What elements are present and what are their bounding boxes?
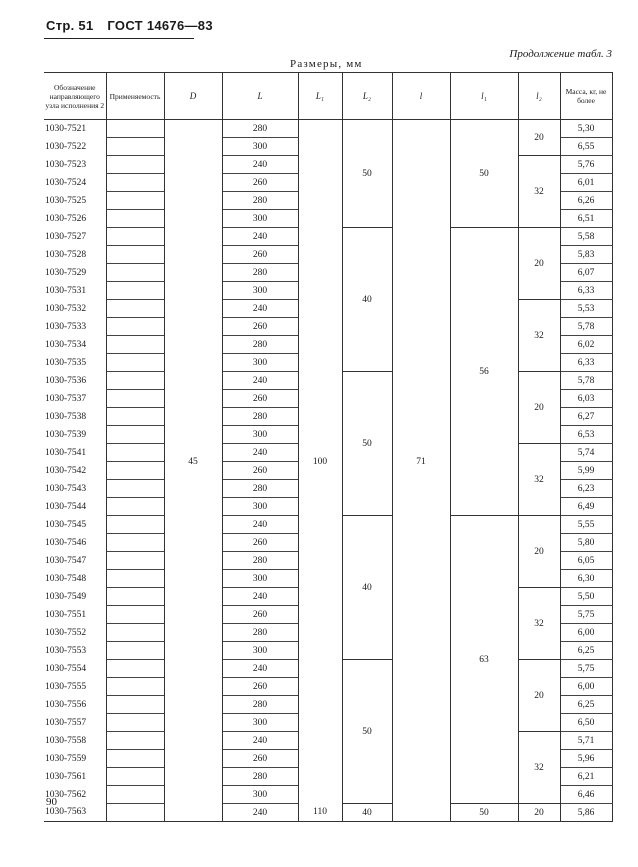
L-cell: 240 <box>222 228 298 246</box>
L-cell: 300 <box>222 426 298 444</box>
designation-cell: 1030-7544 <box>44 498 106 516</box>
mass-cell: 5,76 <box>560 156 612 174</box>
applicability-cell <box>106 462 164 480</box>
mass-cell: 6,25 <box>560 696 612 714</box>
mass-cell: 5,55 <box>560 516 612 534</box>
table-header-row <box>44 73 612 120</box>
L-cell: 280 <box>222 768 298 786</box>
applicability-cell <box>106 246 164 264</box>
L-cell: 240 <box>222 516 298 534</box>
mass-cell: 6,55 <box>560 138 612 156</box>
designation-cell: 1030-7545 <box>44 516 106 534</box>
designation-cell: 1030-7559 <box>44 750 106 768</box>
l2-cell: 32 <box>518 156 560 228</box>
applicability-cell <box>106 228 164 246</box>
mass-cell: 6,00 <box>560 624 612 642</box>
l2-cell: 20 <box>518 804 560 822</box>
l2-cell: 32 <box>518 732 560 804</box>
l1-cell: 63 <box>450 516 518 804</box>
designation-cell: 1030-7556 <box>44 696 106 714</box>
designation-cell: 1030-7535 <box>44 354 106 372</box>
mass-cell: 6,46 <box>560 786 612 804</box>
L-cell: 300 <box>222 354 298 372</box>
mass-cell: 5,75 <box>560 660 612 678</box>
dimensions-table <box>44 72 613 822</box>
L-cell: 300 <box>222 282 298 300</box>
applicability-cell <box>106 696 164 714</box>
mass-cell: 6,01 <box>560 174 612 192</box>
L1-cell: 110 <box>298 804 342 822</box>
mass-cell: 6,02 <box>560 336 612 354</box>
col-L1: L₁ <box>298 73 342 120</box>
L-cell: 240 <box>222 372 298 390</box>
D-cell <box>164 804 222 822</box>
designation-cell: 1030-7538 <box>44 408 106 426</box>
applicability-cell <box>106 174 164 192</box>
mass-cell: 6,07 <box>560 264 612 282</box>
L-cell: 260 <box>222 246 298 264</box>
mass-cell: 5,75 <box>560 606 612 624</box>
L-cell: 300 <box>222 210 298 228</box>
applicability-cell <box>106 516 164 534</box>
page-header <box>46 18 213 33</box>
designation-cell: 1030-7552 <box>44 624 106 642</box>
designation-cell: 1030-7533 <box>44 318 106 336</box>
col-L: L <box>222 73 298 120</box>
L-cell: 260 <box>222 534 298 552</box>
mass-cell: 6,49 <box>560 498 612 516</box>
applicability-cell <box>106 138 164 156</box>
L-cell: 280 <box>222 336 298 354</box>
L-cell: 280 <box>222 480 298 498</box>
L2-cell: 50 <box>342 120 392 228</box>
L-cell: 240 <box>222 444 298 462</box>
applicability-cell <box>106 786 164 804</box>
L-cell: 260 <box>222 318 298 336</box>
applicability-cell <box>106 606 164 624</box>
designation-cell: 1030-7543 <box>44 480 106 498</box>
applicability-cell <box>106 534 164 552</box>
mass-cell: 5,78 <box>560 318 612 336</box>
L-cell: 280 <box>222 192 298 210</box>
designation-cell: 1030-7549 <box>44 588 106 606</box>
l2-cell: 20 <box>518 120 560 156</box>
L2-cell: 40 <box>342 516 392 660</box>
mass-cell: 6,25 <box>560 642 612 660</box>
L-cell: 280 <box>222 264 298 282</box>
L-cell: 260 <box>222 174 298 192</box>
mass-cell: 6,21 <box>560 768 612 786</box>
mass-cell: 6,27 <box>560 408 612 426</box>
designation-cell: 1030-7522 <box>44 138 106 156</box>
L2-cell: 40 <box>342 804 392 822</box>
applicability-cell <box>106 624 164 642</box>
col-l: l <box>392 73 450 120</box>
applicability-cell <box>106 570 164 588</box>
designation-cell: 1030-7536 <box>44 372 106 390</box>
col-L2: L₂ <box>342 73 392 120</box>
designation-cell: 1030-7528 <box>44 246 106 264</box>
L-cell: 280 <box>222 696 298 714</box>
mass-cell: 5,50 <box>560 588 612 606</box>
applicability-cell <box>106 390 164 408</box>
mass-cell: 5,74 <box>560 444 612 462</box>
applicability-cell <box>106 444 164 462</box>
l2-cell: 20 <box>518 660 560 732</box>
table-continuation: Продолжение табл. 3 <box>509 48 612 60</box>
designation-cell: 1030-7521 <box>44 120 106 138</box>
l2-cell: 32 <box>518 444 560 516</box>
designation-cell: 1030-7526 <box>44 210 106 228</box>
mass-cell: 6,51 <box>560 210 612 228</box>
L2-cell: 50 <box>342 660 392 804</box>
mass-cell: 6,26 <box>560 192 612 210</box>
applicability-cell <box>106 732 164 750</box>
mass-cell: 5,71 <box>560 732 612 750</box>
l-cell <box>392 804 450 822</box>
page-label: Стр. 51 <box>46 18 94 33</box>
mass-cell: 6,23 <box>560 480 612 498</box>
applicability-cell <box>106 192 164 210</box>
designation-cell: 1030-7547 <box>44 552 106 570</box>
applicability-cell <box>106 120 164 138</box>
mass-cell: 5,78 <box>560 372 612 390</box>
L-cell: 300 <box>222 786 298 804</box>
applicability-cell <box>106 750 164 768</box>
L-cell: 280 <box>222 624 298 642</box>
mass-cell: 6,03 <box>560 390 612 408</box>
designation-cell: 1030-7541 <box>44 444 106 462</box>
page-number: 90 <box>46 796 57 808</box>
L-cell: 240 <box>222 156 298 174</box>
designation-cell: 1030-7553 <box>44 642 106 660</box>
mass-cell: 6,33 <box>560 282 612 300</box>
mass-cell: 5,80 <box>560 534 612 552</box>
table-row <box>44 120 612 138</box>
L-cell: 260 <box>222 606 298 624</box>
designation-cell: 1030-7529 <box>44 264 106 282</box>
mass-cell: 5,83 <box>560 246 612 264</box>
table-body <box>44 120 612 822</box>
header-rule <box>44 38 194 39</box>
designation-cell: 1030-7527 <box>44 228 106 246</box>
designation-cell: 1030-7562 <box>44 786 106 804</box>
L-cell: 300 <box>222 570 298 588</box>
applicability-cell <box>106 300 164 318</box>
applicability-cell <box>106 678 164 696</box>
L-cell: 240 <box>222 732 298 750</box>
D-cell: 45 <box>164 120 222 804</box>
col-designation: Обозначение направляющего узла исполнения 2 <box>44 73 106 120</box>
applicability-cell <box>106 768 164 786</box>
L-cell: 300 <box>222 138 298 156</box>
L-cell: 260 <box>222 750 298 768</box>
L-cell: 260 <box>222 390 298 408</box>
L2-cell: 50 <box>342 372 392 516</box>
mass-cell: 5,58 <box>560 228 612 246</box>
designation-cell: 1030-7539 <box>44 426 106 444</box>
designation-cell: 1030-7558 <box>44 732 106 750</box>
applicability-cell <box>106 318 164 336</box>
l2-cell: 32 <box>518 300 560 372</box>
applicability-cell <box>106 714 164 732</box>
col-mass: Масса, кг, не более <box>560 73 612 120</box>
table-row <box>44 804 612 822</box>
mass-cell: 5,53 <box>560 300 612 318</box>
designation-cell: 1030-7523 <box>44 156 106 174</box>
L-cell: 280 <box>222 552 298 570</box>
designation-cell: 1030-7534 <box>44 336 106 354</box>
designation-cell: 1030-7561 <box>44 768 106 786</box>
mass-cell: 6,33 <box>560 354 612 372</box>
mass-cell: 6,53 <box>560 426 612 444</box>
applicability-cell <box>106 642 164 660</box>
designation-cell: 1030-7524 <box>44 174 106 192</box>
col-applicability: Применяемость <box>106 73 164 120</box>
designation-cell: 1030-7531 <box>44 282 106 300</box>
L-cell: 280 <box>222 120 298 138</box>
l2-cell: 20 <box>518 228 560 300</box>
designation-cell: 1030-7542 <box>44 462 106 480</box>
col-l2: l₂ <box>518 73 560 120</box>
applicability-cell <box>106 480 164 498</box>
l2-cell: 20 <box>518 516 560 588</box>
applicability-cell <box>106 660 164 678</box>
applicability-cell <box>106 264 164 282</box>
mass-cell: 6,00 <box>560 678 612 696</box>
applicability-cell <box>106 804 164 822</box>
designation-cell: 1030-7557 <box>44 714 106 732</box>
l1-cell: 50 <box>450 804 518 822</box>
l-cell: 71 <box>392 120 450 804</box>
standard-number: ГОСТ 14676—83 <box>107 18 213 33</box>
designation-cell: 1030-7525 <box>44 192 106 210</box>
designation-cell: 1030-7546 <box>44 534 106 552</box>
L1-cell: 100 <box>298 120 342 804</box>
designation-cell: 1030-7554 <box>44 660 106 678</box>
L-cell: 240 <box>222 588 298 606</box>
L-cell: 300 <box>222 642 298 660</box>
applicability-cell <box>106 588 164 606</box>
dimensions-caption: Размеры, мм <box>290 58 363 70</box>
col-l1: l₁ <box>450 73 518 120</box>
designation-cell: 1030-7532 <box>44 300 106 318</box>
L-cell: 260 <box>222 462 298 480</box>
mass-cell: 6,30 <box>560 570 612 588</box>
L-cell: 300 <box>222 714 298 732</box>
applicability-cell <box>106 210 164 228</box>
applicability-cell <box>106 354 164 372</box>
L-cell: 240 <box>222 804 298 822</box>
L-cell: 240 <box>222 300 298 318</box>
applicability-cell <box>106 282 164 300</box>
designation-cell: 1030-7548 <box>44 570 106 588</box>
applicability-cell <box>106 408 164 426</box>
L-cell: 260 <box>222 678 298 696</box>
L2-cell: 40 <box>342 228 392 372</box>
mass-cell: 6,50 <box>560 714 612 732</box>
applicability-cell <box>106 498 164 516</box>
applicability-cell <box>106 426 164 444</box>
L-cell: 240 <box>222 660 298 678</box>
mass-cell: 5,96 <box>560 750 612 768</box>
mass-cell: 6,05 <box>560 552 612 570</box>
L-cell: 300 <box>222 498 298 516</box>
applicability-cell <box>106 372 164 390</box>
designation-cell: 1030-7555 <box>44 678 106 696</box>
l1-cell: 50 <box>450 120 518 228</box>
designation-cell: 1030-7537 <box>44 390 106 408</box>
l2-cell: 32 <box>518 588 560 660</box>
mass-cell: 5,99 <box>560 462 612 480</box>
applicability-cell <box>106 156 164 174</box>
col-D: D <box>164 73 222 120</box>
applicability-cell <box>106 336 164 354</box>
l2-cell: 20 <box>518 372 560 444</box>
designation-cell: 1030-7563 <box>44 804 106 822</box>
l1-cell: 56 <box>450 228 518 516</box>
applicability-cell <box>106 552 164 570</box>
mass-cell: 5,30 <box>560 120 612 138</box>
mass-cell: 5,86 <box>560 804 612 822</box>
L-cell: 280 <box>222 408 298 426</box>
designation-cell: 1030-7551 <box>44 606 106 624</box>
